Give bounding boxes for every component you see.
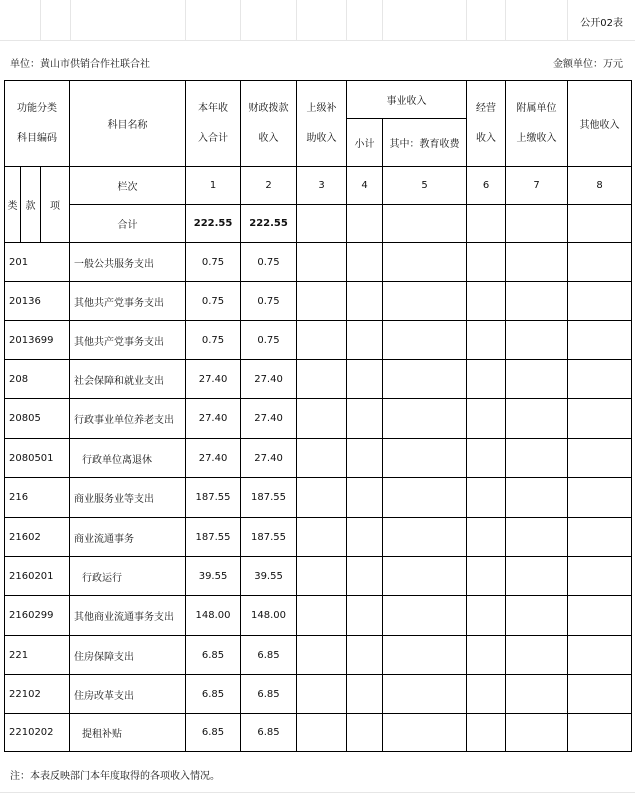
row-fiscal: 27.40 — [241, 360, 297, 399]
row-fiscal: 39.55 — [241, 557, 297, 596]
header-fiscal-b: 收入 — [258, 132, 279, 144]
row-name: 行政事业单位养老支出 — [70, 399, 186, 439]
header-column-order: 栏次 — [70, 167, 186, 205]
row-name: 社会保障和就业支出 — [70, 360, 186, 399]
header-lei: 类 — [5, 167, 21, 243]
row-fiscal: 0.75 — [241, 243, 297, 282]
row-fiscal: 6.85 — [241, 714, 297, 752]
table-row — [5, 557, 632, 596]
total-label: 合计 — [70, 205, 186, 243]
header-fiscal-a: 财政拨款 — [248, 102, 289, 114]
row-fiscal: 27.40 — [241, 439, 297, 478]
row-name: 其他共产党事务支出 — [70, 282, 186, 321]
row-code: 221 — [5, 636, 70, 675]
row-code: 216 — [5, 478, 70, 518]
column-number-row — [5, 167, 632, 205]
header-total-income — [186, 81, 241, 167]
header-other-income: 其他收入 — [568, 81, 632, 167]
row-code: 2210202 — [5, 714, 70, 752]
row-total: 27.40 — [186, 360, 241, 399]
row-code: 208 — [5, 360, 70, 399]
row-total: 6.85 — [186, 636, 241, 675]
table-row — [5, 439, 632, 478]
row-fiscal: 0.75 — [241, 321, 297, 360]
row-code: 201 — [5, 243, 70, 282]
row-code: 2160201 — [5, 557, 70, 596]
row-code: 2080501 — [5, 439, 70, 478]
col-num-6: 6 — [467, 167, 506, 205]
header-func-class-cell — [5, 81, 70, 167]
table-row — [5, 596, 632, 636]
row-total: 0.75 — [186, 282, 241, 321]
row-fiscal: 27.40 — [241, 399, 297, 439]
header-xiang: 项 — [41, 167, 70, 243]
header-subject-code: 科目编码 — [17, 132, 58, 144]
row-code: 20136 — [5, 282, 70, 321]
table-row — [5, 399, 632, 439]
total-fiscal-value: 222.55 — [241, 205, 297, 243]
row-total: 27.40 — [186, 399, 241, 439]
spreadsheet-grid-bottom — [0, 792, 635, 793]
row-code: 2013699 — [5, 321, 70, 360]
table-row — [5, 478, 632, 518]
table-row — [5, 243, 632, 282]
row-total: 148.00 — [186, 596, 241, 636]
header-edu-fee: 其中：教育收费 — [383, 119, 467, 167]
header-superior-b: 助收入 — [306, 132, 337, 144]
income-table — [4, 80, 632, 752]
row-total: 187.55 — [186, 478, 241, 518]
header-affiliated — [506, 81, 568, 167]
row-total: 187.55 — [186, 518, 241, 557]
table-row — [5, 282, 632, 321]
table-row — [5, 360, 632, 399]
row-code: 21602 — [5, 518, 70, 557]
header-total-income-a: 本年收 — [198, 102, 229, 114]
total-income-value: 222.55 — [186, 205, 241, 243]
row-fiscal: 187.55 — [241, 518, 297, 557]
col-num-1: 1 — [186, 167, 241, 205]
row-fiscal: 148.00 — [241, 596, 297, 636]
row-name: 提租补贴 — [70, 714, 186, 752]
row-code: 20805 — [5, 399, 70, 439]
header-kuan: 款 — [21, 167, 41, 243]
row-total: 0.75 — [186, 243, 241, 282]
row-total: 6.85 — [186, 714, 241, 752]
spreadsheet-grid — [0, 0, 635, 41]
header-fiscal — [241, 81, 297, 167]
form-code: 公开02表 — [580, 18, 623, 29]
row-name: 一般公共服务支出 — [70, 243, 186, 282]
row-name: 其他共产党事务支出 — [70, 321, 186, 360]
row-name: 商业流通事务 — [70, 518, 186, 557]
table-note: 注：本表反映部门本年度取得的各项收入情况。 — [10, 771, 220, 782]
row-total: 0.75 — [186, 321, 241, 360]
row-fiscal: 187.55 — [241, 478, 297, 518]
header-superior-a: 上级补 — [306, 102, 337, 114]
col-num-8: 8 — [568, 167, 632, 205]
row-name: 住房保障支出 — [70, 636, 186, 675]
header-operating-b: 收入 — [476, 132, 497, 144]
col-num-7: 7 — [506, 167, 568, 205]
row-total: 6.85 — [186, 675, 241, 714]
row-code: 22102 — [5, 675, 70, 714]
row-name: 行政运行 — [70, 557, 186, 596]
header-affiliated-a: 附属单位 — [516, 102, 557, 114]
header-func-class: 功能分类 — [17, 102, 58, 114]
header-operating-a: 经营 — [476, 102, 497, 114]
col-num-2: 2 — [241, 167, 297, 205]
row-code: 2160299 — [5, 596, 70, 636]
amount-unit: 金额单位：万元 — [553, 59, 623, 70]
header-row-1 — [5, 81, 632, 119]
row-fiscal: 0.75 — [241, 282, 297, 321]
row-name: 其他商业流通事务支出 — [70, 596, 186, 636]
table-row — [5, 636, 632, 675]
row-total: 39.55 — [186, 557, 241, 596]
row-name: 商业服务业等支出 — [70, 478, 186, 518]
header-superior — [297, 81, 347, 167]
col-num-5: 5 — [383, 167, 467, 205]
row-fiscal: 6.85 — [241, 636, 297, 675]
unit-label: 单位：黄山市供销合作社联合社 — [10, 59, 150, 70]
row-name: 行政单位离退休 — [70, 439, 186, 478]
header-total-income-b: 入合计 — [198, 132, 229, 144]
table-row — [5, 714, 632, 752]
header-subject-name: 科目名称 — [70, 81, 186, 167]
col-num-3: 3 — [297, 167, 347, 205]
header-business-income: 事业收入 — [347, 81, 467, 119]
table-row — [5, 675, 632, 714]
row-total: 27.40 — [186, 439, 241, 478]
header-affiliated-b: 上缴收入 — [516, 132, 557, 144]
row-name: 住房改革支出 — [70, 675, 186, 714]
header-operating — [467, 81, 506, 167]
table-row — [5, 518, 632, 557]
table-row — [5, 321, 632, 360]
header-subtotal: 小计 — [347, 119, 383, 167]
row-fiscal: 6.85 — [241, 675, 297, 714]
col-num-4: 4 — [347, 167, 383, 205]
total-row — [5, 205, 632, 243]
